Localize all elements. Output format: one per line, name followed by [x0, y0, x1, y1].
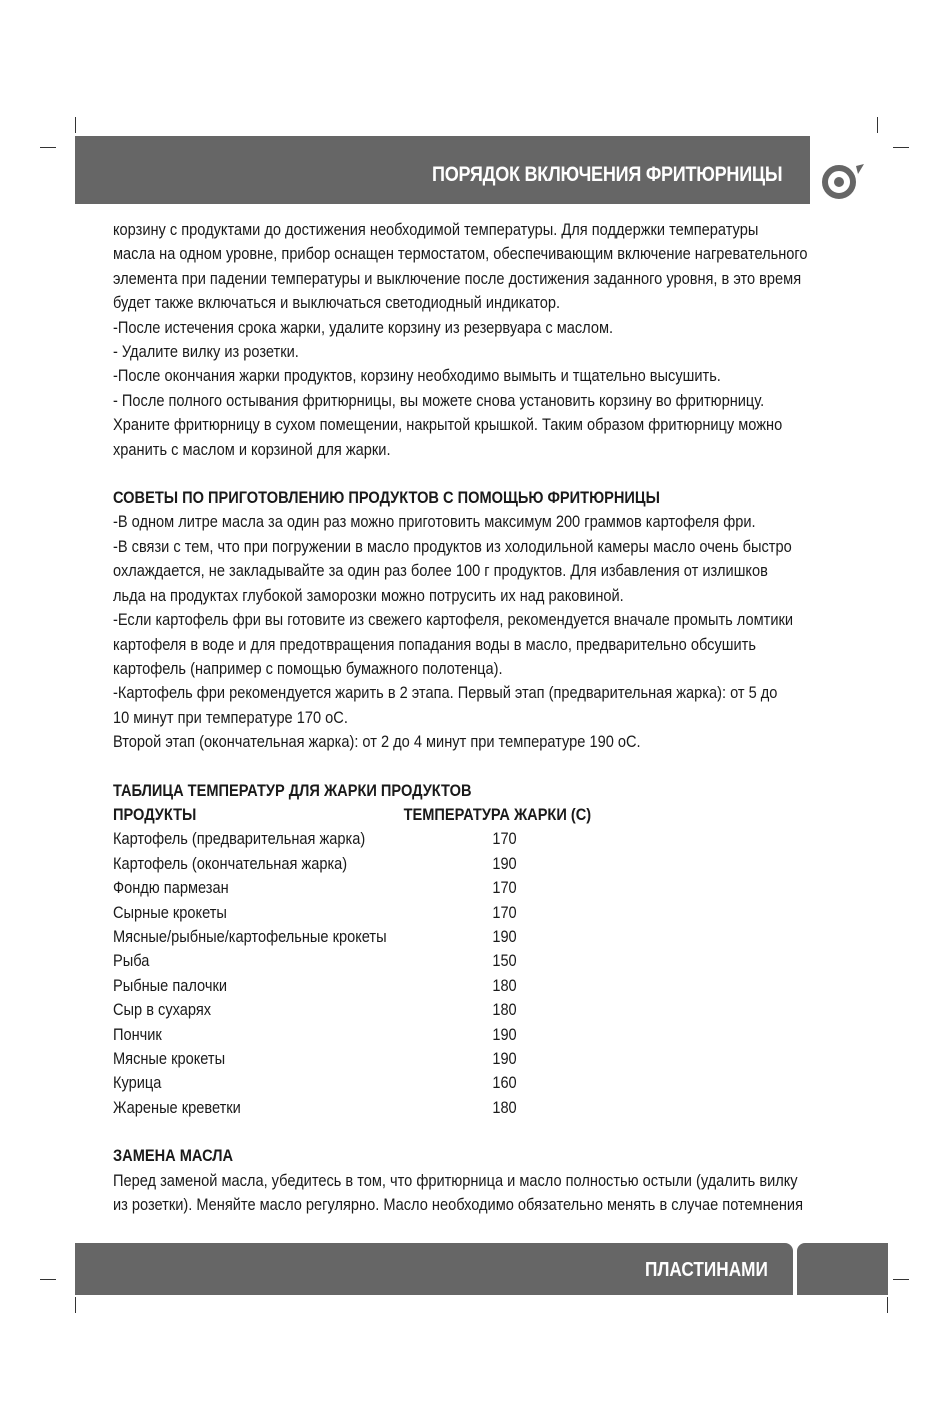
column-header-temperature: ТЕМПЕРАТУРА ЖАРКИ (С) [403, 804, 592, 824]
product-name: Сырные крокеты [113, 902, 227, 922]
crop-mark [893, 1279, 909, 1280]
intro-section [113, 218, 858, 462]
frying-temperature: 190 [492, 1049, 517, 1068]
footer-title: ПЛАСТИНАМИ [645, 1259, 768, 1281]
text-line: элемента при падении температуры и выключение после достижения заданного уровня, в это время [113, 268, 802, 288]
frying-temperature: 170 [492, 902, 517, 922]
footer-bar [75, 1243, 793, 1295]
table-row [113, 852, 761, 876]
crop-mark [75, 1297, 76, 1313]
crop-mark [75, 117, 76, 133]
frying-temperature: 180 [492, 1000, 517, 1020]
table-row [113, 876, 761, 900]
column-header-product: ПРОДУКТЫ [113, 804, 197, 824]
frying-temperature: 170 [492, 878, 517, 898]
text-line: картофеля в воде и для предотвращения попадания воды в масло, предварительно обсушить [113, 634, 756, 654]
brand-logo-icon [818, 160, 866, 200]
product-name: Сыр в сухарях [113, 1000, 212, 1020]
frying-temperature: 180 [492, 975, 517, 995]
table-heading: ТАБЛИЦА ТЕМПЕРАТУР ДЛЯ ЖАРКИ ПРОДУКТОВ [113, 780, 472, 800]
crop-mark [887, 1297, 888, 1313]
frying-temperature: 170 [492, 829, 517, 849]
frying-temperature: 190 [492, 853, 517, 873]
text-line: - После полного остывания фритюрницы, вы можете снова установить корзину во фритюрницу. [113, 390, 765, 410]
frying-temperature: 160 [492, 1073, 517, 1093]
text-line: хранить с маслом и корзиной для жарки. [113, 439, 391, 459]
crop-mark [40, 1279, 56, 1280]
table-row [113, 974, 761, 998]
temperature-table [113, 779, 858, 1121]
product-name: Мясные/рыбные/картофельные крокеты [113, 926, 387, 946]
product-name: Мясные крокеты [113, 1049, 226, 1068]
text-line: Второй этап (окончательная жарка): от 2 до 4 минут при температуре 190 оС. [113, 732, 641, 752]
product-name: Фондю пармезан [113, 878, 229, 898]
text-line: Храните фритюрницу в сухом помещении, накрытой крышкой. Таким образом фритюрницу можно [113, 415, 783, 435]
product-name: Картофель (окончательная жарка) [113, 853, 348, 873]
text-line: картофель (например с помощью бумажного полотенца). [113, 658, 503, 678]
text-line: охлаждается, не закладывайте за один раз более 100 г продуктов. Для избавления от излишков [113, 561, 768, 581]
table-row [113, 1071, 761, 1095]
text-line: -Если картофель фри вы готовите из свежего картофеля, рекомендуется вначале промыть ломтики [113, 610, 794, 630]
table-row [113, 901, 761, 925]
oil-heading: ЗАМЕНА МАСЛА [113, 1146, 234, 1166]
text-line: -После истечения срока жарки, удалите корзину из резервуара с маслом. [113, 317, 614, 337]
product-name: Жареные креветки [113, 1097, 241, 1117]
text-line: будет также включаться и выключаться светодиодный индикатор. [113, 293, 561, 313]
text-line: 10 минут при температуре 170 оС. [113, 707, 348, 727]
text-line: масла на одном уровне, прибор оснащен термостатом, обеспечивающим включение нагревательного [113, 244, 808, 264]
table-body [113, 827, 858, 1120]
oil-section [113, 1144, 858, 1217]
table-row [113, 925, 761, 949]
text-line: -В связи с тем, что при погружении в масло продуктов из холодильной камеры масло очень быстро [113, 536, 792, 556]
tips-heading: СОВЕТЫ ПО ПРИГОТОВЛЕНИЮ ПРОДУКТОВ С ПОМОЩЬЮ ФРИТЮРНИЦЫ [113, 488, 660, 508]
page-title: ПОРЯДОК ВКЛЮЧЕНИЯ ФРИТЮРНИЦЫ [431, 163, 782, 186]
table-row [113, 1023, 761, 1047]
crop-mark [40, 147, 56, 148]
document-body [113, 218, 858, 1217]
footer-tab [797, 1243, 888, 1295]
tips-lines [113, 510, 858, 754]
text-line: -Картофель фри рекомендуется жарить в 2 этапа. Первый этап (предварительная жарка): от 5 до [113, 683, 778, 703]
text-line: из розетки). Меняйте масло регулярно. Масло необходимо обязательно менять в случае потемнения [113, 1195, 804, 1215]
frying-temperature: 180 [492, 1097, 517, 1117]
table-row [113, 827, 761, 851]
frying-temperature: 190 [492, 926, 517, 946]
crop-mark [893, 147, 909, 148]
product-name: Рыба [113, 951, 150, 971]
text-line: корзину с продуктами до достижения необходимой температуры. Для поддержки температуры [113, 220, 759, 239]
frying-temperature: 190 [492, 1024, 517, 1044]
tips-section [113, 486, 858, 754]
text-line: льда на продуктах глубокой заморозки можно потрусить их над раковиной. [113, 585, 624, 605]
text-line: Перед заменой масла, убедитесь в том, что фритюрница и масло полностью остыли (удалить вилку [113, 1170, 798, 1190]
table-row [113, 1047, 761, 1071]
text-line: -В одном литре масла за один раз можно приготовить максимум 200 граммов картофеля фри. [113, 512, 756, 532]
product-name: Пончик [113, 1024, 162, 1044]
header-bar [75, 136, 810, 204]
table-row [113, 1096, 761, 1120]
table-row [113, 998, 761, 1022]
frying-temperature: 150 [492, 951, 517, 971]
text-line: - Удалите вилку из розетки. [113, 342, 299, 362]
table-header-row [113, 803, 761, 827]
text-line: -После окончания жарки продуктов, корзину необходимо вымыть и тщательно высушить. [113, 366, 721, 386]
crop-mark [877, 117, 878, 133]
oil-lines [113, 1169, 858, 1218]
product-name: Рыбные палочки [113, 975, 227, 995]
product-name: Картофель (предварительная жарка) [113, 829, 366, 849]
table-row [113, 949, 761, 973]
product-name: Курица [113, 1073, 162, 1093]
